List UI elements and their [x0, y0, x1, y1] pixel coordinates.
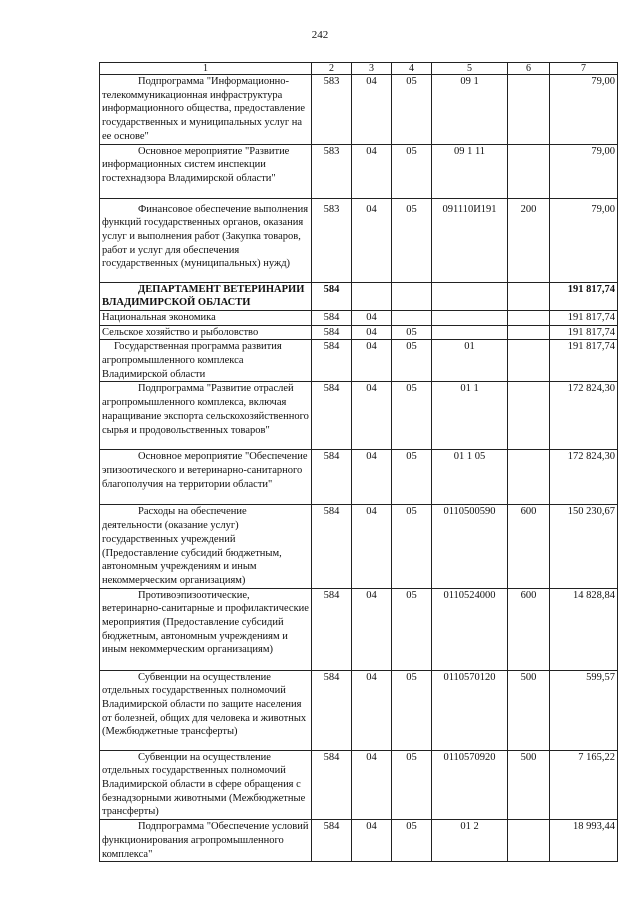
row-amount: 191 817,74 — [550, 325, 618, 340]
table-header-row — [100, 63, 618, 75]
row-name: Основное мероприятие "Развитие информационных систем инспекции гостехнадзора Владимирской области" — [100, 144, 312, 198]
row-name: Финансовое обеспечение выполнения функций государственных органов, оказания услуг и выполнения работ (Закупка товаров, работ и услуг для обеспечения государственных (муниципальных) нужд) — [100, 198, 312, 282]
row-section: 04 — [352, 310, 392, 325]
table-row — [100, 750, 618, 820]
row-subsection — [392, 310, 432, 325]
row-name: Подпрограмма "Информационно-телекоммуникационная инфраструктура информационного общества, предоставление государственных и муниципальных услуг на ее основе" — [100, 75, 312, 145]
row-amount: 191 817,74 — [550, 282, 618, 310]
row-expense-type — [508, 144, 550, 198]
row-name: Противоэпизоотические, ветеринарно-санитарные и профилактические мероприятия (Предоставление субсидий бюджетным, автономным учреждениям и иным некоммерческим организациям) — [100, 588, 312, 670]
budget-table — [99, 62, 618, 862]
row-expense-type — [508, 382, 550, 450]
row-target: 01 1 05 — [432, 450, 508, 505]
row-code: 584 — [312, 750, 352, 820]
table-row — [100, 670, 618, 750]
row-section: 04 — [352, 198, 392, 282]
table-row — [100, 282, 618, 310]
row-expense-type: 600 — [508, 588, 550, 670]
row-amount: 7 165,22 — [550, 750, 618, 820]
row-subsection: 05 — [392, 144, 432, 198]
table-row — [100, 325, 618, 340]
table-row — [100, 310, 618, 325]
row-amount: 191 817,74 — [550, 340, 618, 382]
table-row — [100, 820, 618, 862]
table-row — [100, 144, 618, 198]
table-row — [100, 505, 618, 588]
row-name: Государственная программа развития агропромышленного комплекса Владимирской области — [100, 340, 312, 382]
row-name: Субвенции на осуществление отдельных государственных полномочий Владимирской области по защите населения от болезней, общих для человека и животных (Межбюджетные трансферты) — [100, 670, 312, 750]
row-code: 583 — [312, 198, 352, 282]
row-code: 583 — [312, 144, 352, 198]
row-section — [352, 282, 392, 310]
row-expense-type: 600 — [508, 505, 550, 588]
table-row — [100, 198, 618, 282]
row-section: 04 — [352, 325, 392, 340]
row-subsection: 05 — [392, 820, 432, 862]
row-name: Сельское хозяйство и рыболовство — [100, 325, 312, 340]
row-subsection: 05 — [392, 588, 432, 670]
row-expense-type — [508, 325, 550, 340]
column-header: 1 — [100, 63, 312, 75]
row-section: 04 — [352, 450, 392, 505]
page-number: 242 — [311, 29, 329, 41]
row-target: 01 — [432, 340, 508, 382]
row-code: 584 — [312, 820, 352, 862]
column-header: 2 — [312, 63, 352, 75]
row-amount: 79,00 — [550, 198, 618, 282]
row-expense-type — [508, 820, 550, 862]
row-target — [432, 282, 508, 310]
row-code: 584 — [312, 325, 352, 340]
row-name: Национальная экономика — [100, 310, 312, 325]
row-expense-type — [508, 282, 550, 310]
row-expense-type — [508, 310, 550, 325]
row-name: Субвенции на осуществление отдельных государственных полномочий Владимирской области в сфере обращения с безнадзорными животными (Межбюджетные трансферты) — [100, 750, 312, 820]
row-subsection — [392, 282, 432, 310]
row-expense-type: 500 — [508, 670, 550, 750]
row-section: 04 — [352, 505, 392, 588]
row-section: 04 — [352, 670, 392, 750]
row-amount: 172 824,30 — [550, 382, 618, 450]
row-section: 04 — [352, 75, 392, 145]
row-code: 584 — [312, 505, 352, 588]
row-expense-type — [508, 75, 550, 145]
row-name: ДЕПАРТАМЕНТ ВЕТЕРИНАРИИ ВЛАДИМИРСКОЙ ОБЛАСТИ — [100, 282, 312, 310]
row-name: Расходы на обеспечение деятельности (оказание услуг) государственных учреждений (Предоставление субсидий бюджетным, автономным учреждениям и иным некоммерческим организациям) — [100, 505, 312, 588]
column-header: 6 — [508, 63, 550, 75]
row-amount: 18 993,44 — [550, 820, 618, 862]
row-target: 0110570920 — [432, 750, 508, 820]
row-target — [432, 325, 508, 340]
row-code: 584 — [312, 340, 352, 382]
column-header: 7 — [550, 63, 618, 75]
row-section: 04 — [352, 750, 392, 820]
row-amount: 14 828,84 — [550, 588, 618, 670]
row-subsection: 05 — [392, 382, 432, 450]
row-code: 584 — [312, 588, 352, 670]
row-section: 04 — [352, 820, 392, 862]
row-code: 584 — [312, 282, 352, 310]
row-amount: 79,00 — [550, 75, 618, 145]
table-row — [100, 588, 618, 670]
row-subsection: 05 — [392, 505, 432, 588]
table-row — [100, 340, 618, 382]
row-subsection: 05 — [392, 750, 432, 820]
row-section: 04 — [352, 588, 392, 670]
row-name: Основное мероприятие "Обеспечение эпизоотического и ветеринарно-санитарного благополучия на территории области" — [100, 450, 312, 505]
row-subsection: 05 — [392, 325, 432, 340]
row-code: 584 — [312, 450, 352, 505]
row-target: 091110И191 — [432, 198, 508, 282]
row-amount: 79,00 — [550, 144, 618, 198]
row-code: 584 — [312, 382, 352, 450]
table-row — [100, 75, 618, 145]
row-expense-type: 500 — [508, 750, 550, 820]
row-subsection: 05 — [392, 670, 432, 750]
row-target: 01 1 — [432, 382, 508, 450]
row-target: 09 1 11 — [432, 144, 508, 198]
row-amount: 599,57 — [550, 670, 618, 750]
row-target: 09 1 — [432, 75, 508, 145]
row-code: 584 — [312, 310, 352, 325]
row-target: 0110570120 — [432, 670, 508, 750]
row-subsection: 05 — [392, 198, 432, 282]
row-amount: 191 817,74 — [550, 310, 618, 325]
column-header: 4 — [392, 63, 432, 75]
row-expense-type — [508, 450, 550, 505]
row-expense-type: 200 — [508, 198, 550, 282]
row-target: 01 2 — [432, 820, 508, 862]
table-row — [100, 382, 618, 450]
row-target: 0110524000 — [432, 588, 508, 670]
row-subsection: 05 — [392, 75, 432, 145]
row-name: Подпрограмма "Обеспечение условий функционирования агропромышленного комплекса" — [100, 820, 312, 862]
column-header: 5 — [432, 63, 508, 75]
row-target — [432, 310, 508, 325]
row-section: 04 — [352, 340, 392, 382]
row-amount: 150 230,67 — [550, 505, 618, 588]
column-header: 3 — [352, 63, 392, 75]
row-expense-type — [508, 340, 550, 382]
row-section: 04 — [352, 144, 392, 198]
table-row — [100, 450, 618, 505]
row-subsection: 05 — [392, 450, 432, 505]
row-code: 584 — [312, 670, 352, 750]
row-target: 0110500590 — [432, 505, 508, 588]
row-subsection: 05 — [392, 340, 432, 382]
row-code: 583 — [312, 75, 352, 145]
row-name: Подпрограмма "Развитие отраслей агропромышленного комплекса, включая наращивание экспорта сельскохозяйственного сырья и продовольственных товаров" — [100, 382, 312, 450]
row-amount: 172 824,30 — [550, 450, 618, 505]
row-section: 04 — [352, 382, 392, 450]
